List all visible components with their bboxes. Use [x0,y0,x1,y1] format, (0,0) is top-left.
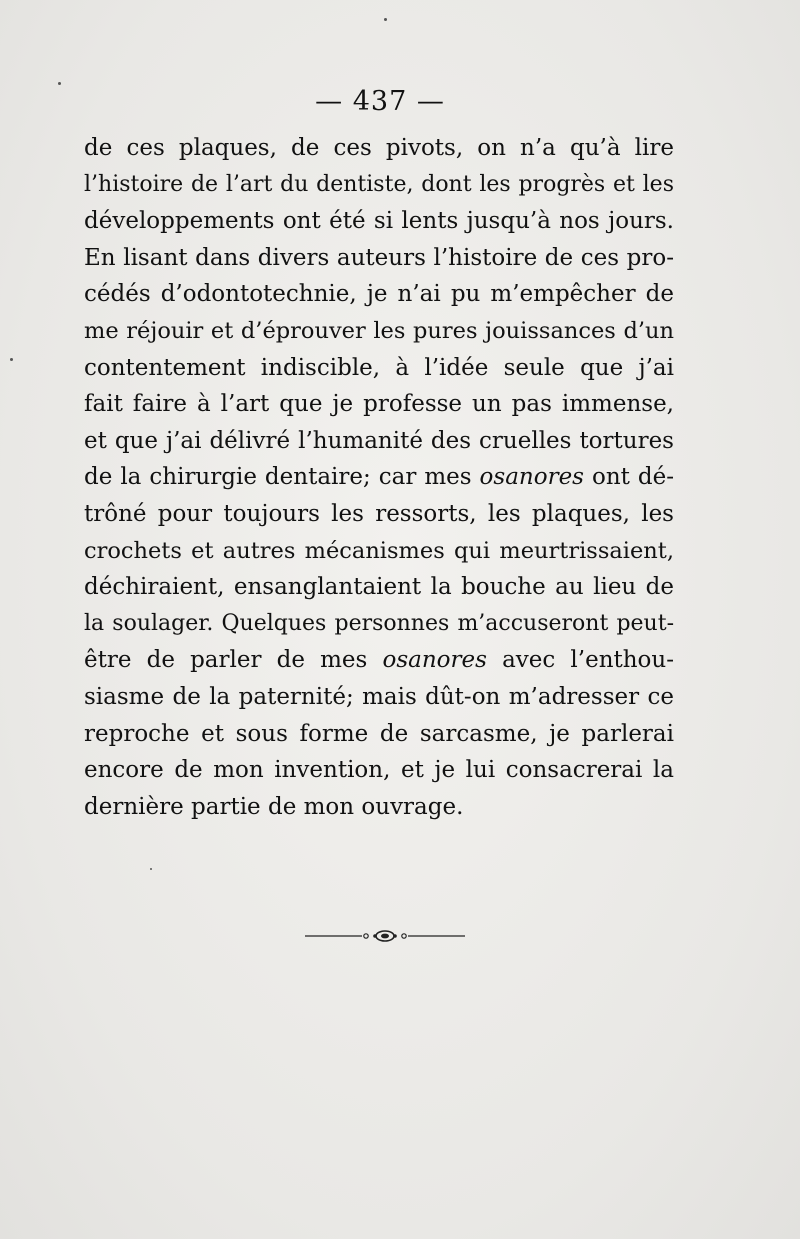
paper-speck [10,358,13,361]
text-segment: siasme de la paternité; mais dût-on m’adresser ce [84,683,674,710]
text-segment: ont dé- [583,464,674,491]
text-line [84,569,674,606]
text-line [84,752,674,789]
text-segment: être de parler de mes [84,647,383,674]
paper-speck [58,82,61,85]
text-segment: En lisant dans divers auteurs l’histoire de ces pro- [84,244,674,271]
text-line [84,459,674,496]
text-segment: crochets et autres mécanismes qui meurtrissaient, [84,537,674,564]
italic-term: osanores [479,464,584,491]
text-line [84,203,674,240]
text-line [84,313,674,350]
text-line [84,386,674,423]
text-line [84,350,674,387]
text-line [84,789,674,826]
text-segment: contentement indiscible, à l’idée seule que j’ai [84,354,674,381]
italic-term: osanores [382,647,487,674]
text-segment: me réjouir et d’éprouver les pures jouissances d’un [84,317,674,344]
text-line [84,130,674,167]
text-segment: fait faire à l’art que je professe un pas immense, [84,391,674,418]
text-segment: reproche et sous forme de sarcasme, je parlerai [84,720,674,747]
page-number: — 437 — [315,86,445,117]
text-segment: de la chirurgie dentaire; car mes [84,464,480,491]
paper-speck [384,18,387,21]
paper-speck [150,868,152,870]
text-segment: encore de mon invention, et je lui consacrerai la [84,757,674,784]
text-segment: l’histoire de l’art du dentiste, dont les progrès et les [84,171,674,197]
text-segment: cédés d’odontotechnie, je n’ai pu m’empêcher de [84,281,674,308]
text-segment: dernière partie de mon ouvrage. [84,793,464,820]
text-line [84,167,674,204]
ornament-divider-icon [300,926,470,946]
text-line [84,240,674,277]
body-paragraph [84,130,674,825]
text-line [84,679,674,716]
text-segment: développements ont été si lents jusqu’à nos jours. [84,208,674,235]
text-line [84,716,674,753]
text-line [84,276,674,313]
text-segment: avec l’enthou- [486,647,674,674]
text-line [84,606,674,643]
text-segment: la soulager. Quelques personnes m’accuseront peut- [84,610,674,636]
text-segment: de ces plaques, de ces pivots, on n’a qu’à lire [84,135,674,161]
text-segment: déchiraient, ensanglantaient la bouche au lieu de [84,574,674,601]
text-segment: trôné pour toujours les ressorts, les plaques, les [84,500,674,527]
text-line [84,496,674,533]
text-line [84,533,674,570]
text-segment: et que j’ai délivré l’humanité des cruelles tortures [84,427,674,454]
text-line [84,423,674,460]
text-line [84,642,674,679]
